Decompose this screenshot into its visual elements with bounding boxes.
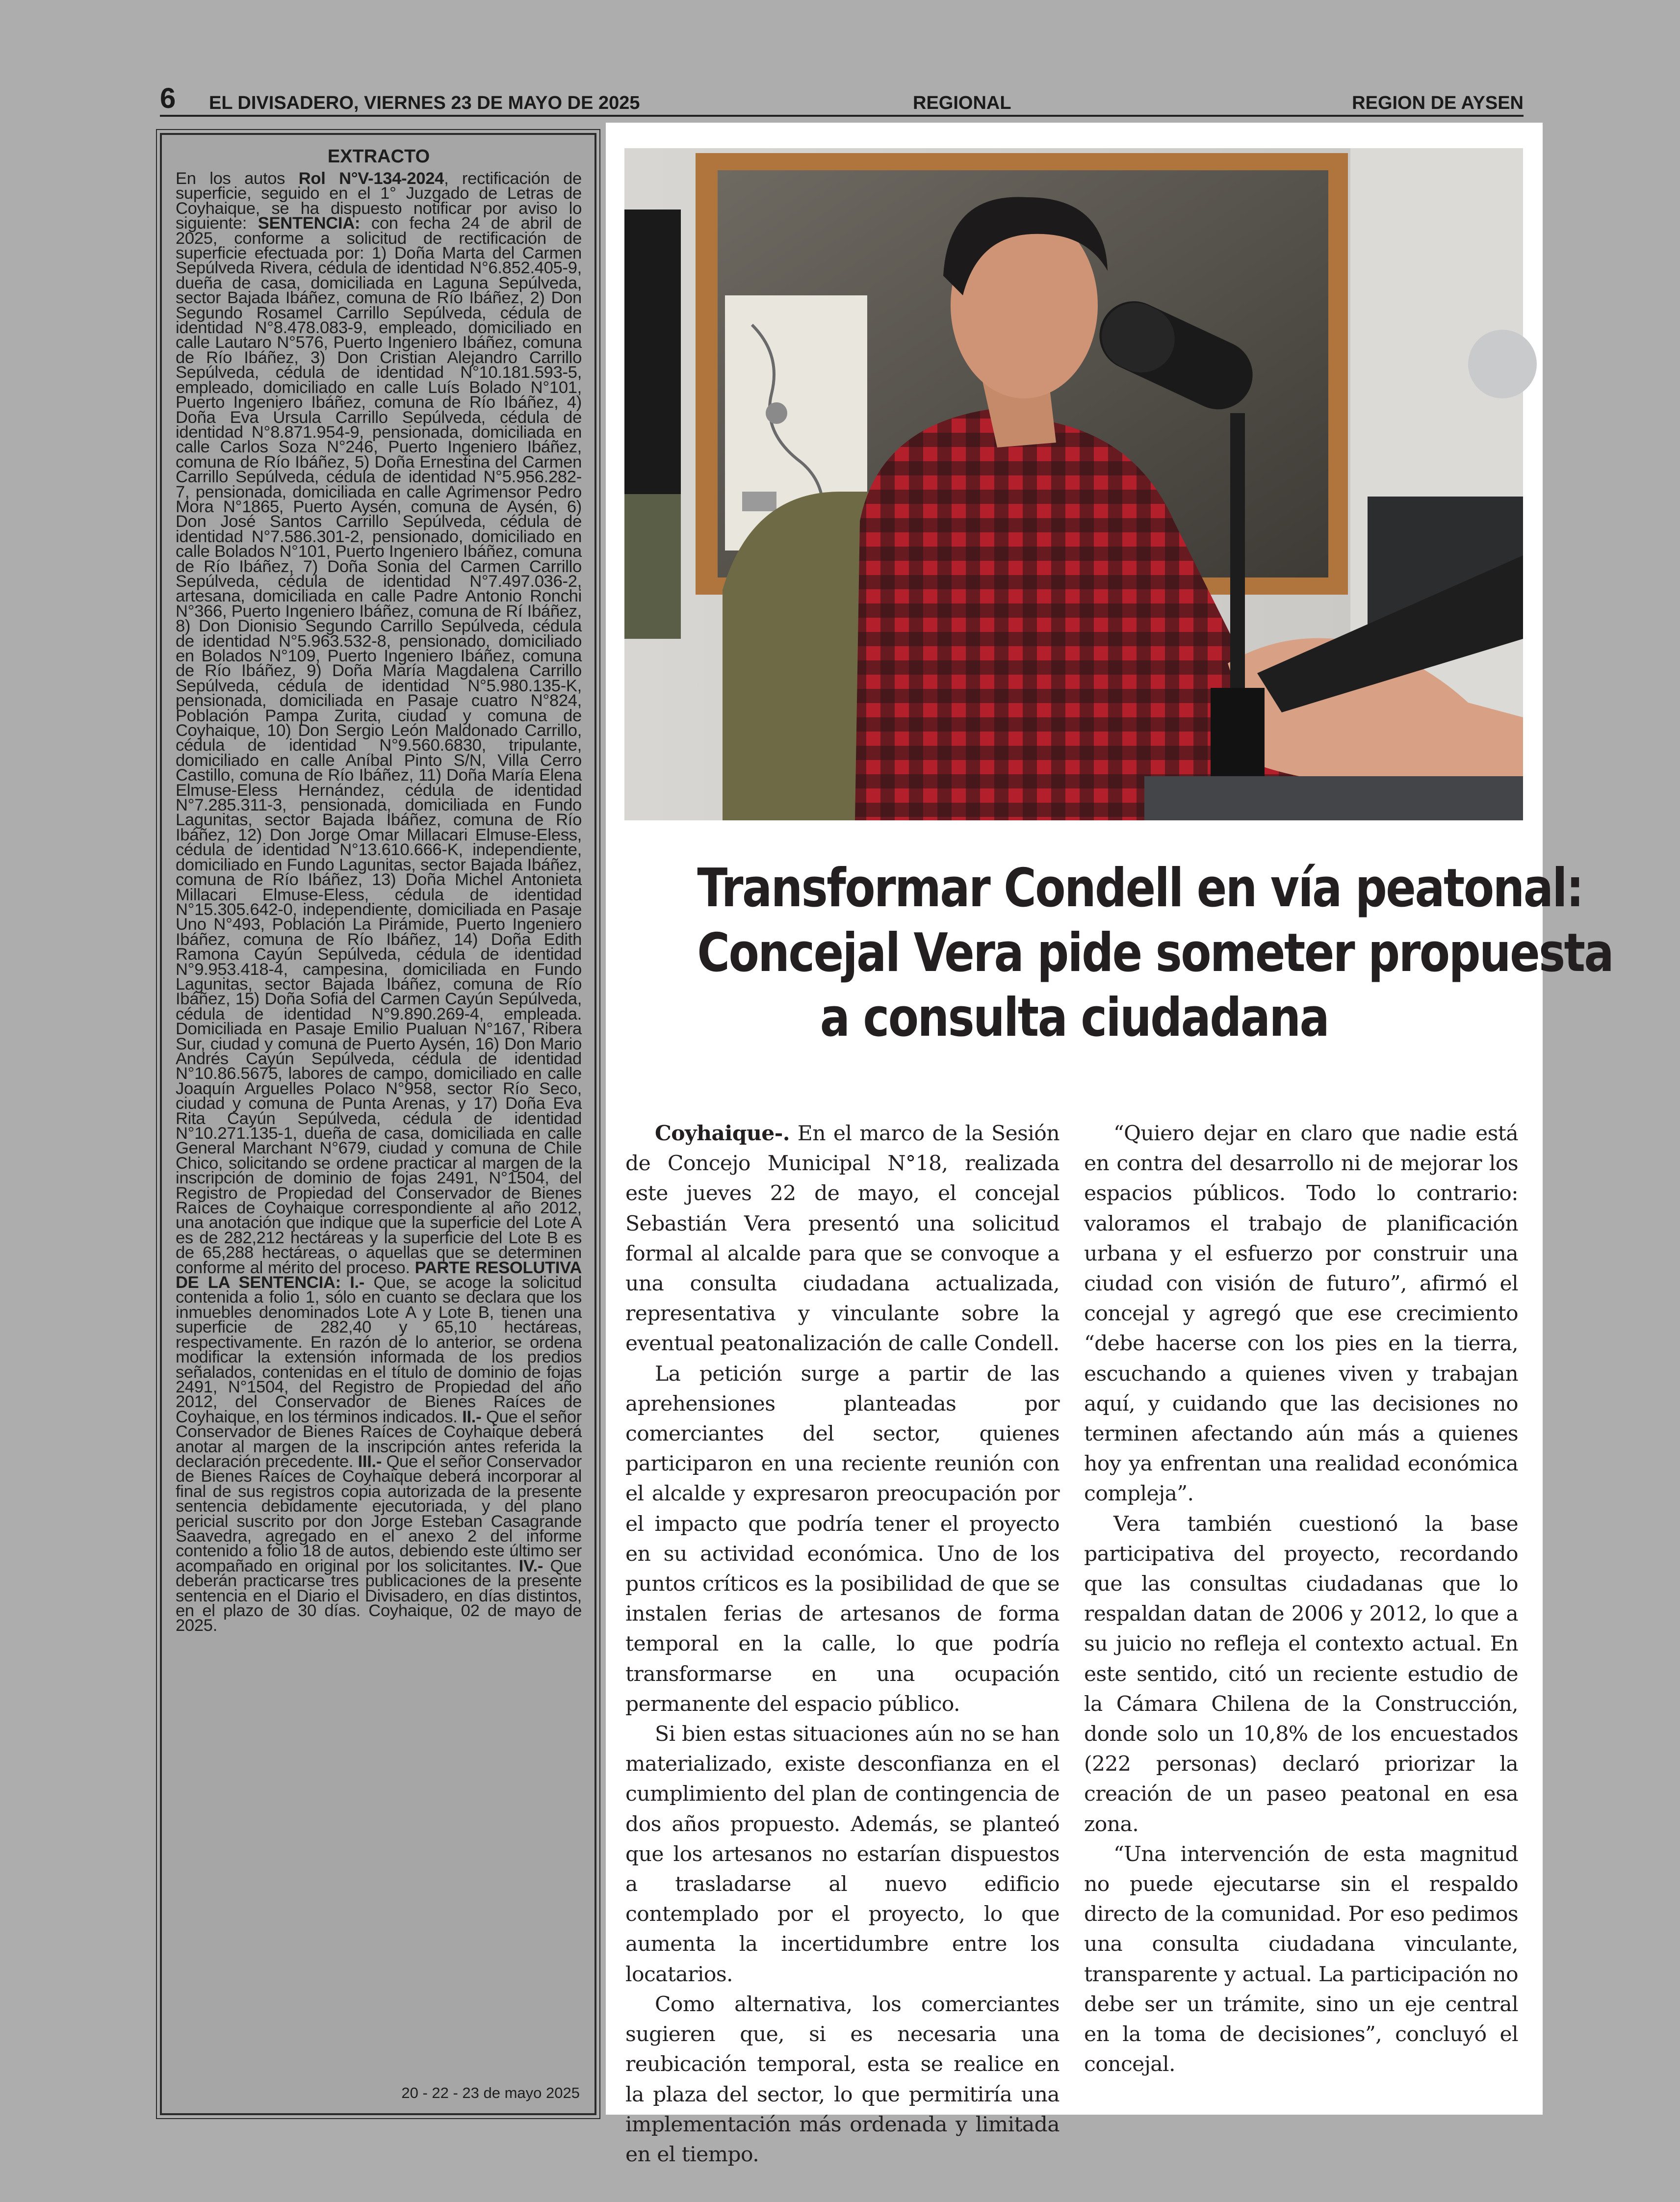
article-paragraph: Como alternativa, los comerciantes sugieren que, si es necesaria una reubicación temporal, esta se realice en la plaza del sector, lo que permitiría una implementación más ordenada y limitada en el tiempo. (625, 1992, 1060, 2167)
article-paragraph: Coyhaique-. En el marco de la Sesión de Concejo Municipal N°18, realizada este jueves 22 de mayo, el concejal Sebastián Vera presentó una solicitud formal al alcalde para que se convoque a una consulta ciudadana actualizada, representativa y vinculante sobre la eventual peatonalización de calle Condell. (625, 1121, 1060, 1356)
article-photo (624, 148, 1523, 820)
region-name: REGION DE AYSEN (1352, 93, 1524, 113)
article-paragraph: Vera también cuestionó la base participativa del proyecto, recordando que las consultas ciudadanas que lo respaldan datan de 2006 y 2012, lo que a su juicio no refleja el contexto actual. En este sentido, citó un reciente estudio de la Cámara Chilena de la Construcción, donde solo un 10,8% de los encuestados (222 personas) declaró priorizar la creación de un paseo peatonal en esa zona. (1084, 1512, 1518, 1836)
article-column-right (1084, 1119, 1518, 2095)
article-headline (697, 856, 1613, 1050)
legal-notice-text: En los autos Rol N°V-134-2024, rectificación de superficie, seguido en el 1° Juzgado de Letras de Coyhaique, se ha dispuesto notificar por aviso lo siguiente: SENTENCIA: con fecha 24 de abril de 2025, conforme a solicitud de rectificación de superficie efectuada por: 1) Doña Marta del Carmen Sepúlveda Rivera, cédula de identidad N°6.852.405-9, dueña de casa, domiciliada en Laguna Sepúlveda, sector Bajada Ibáñez, comuna de Río Ibáñez, 2) Don Segundo Rosamel Carrillo Sepúlveda, cédula de identidad N°8.478.083-9, empleado, domiciliado en calle Lautaro N°576, Puerto Ingeniero Ibáñez, comuna de Río Ibáñez, 3) Don Cristian Alejandro Carrillo Sepúlveda, cédula de identidad N°10.181.593-5, empleado, domiciliado en calle Luís Bolado N°101, Puerto Ingeniero Ibáñez, comuna de Río Ibáñez, 4) Doña Eva Úrsula Carrillo Sepúlveda, cédula de identidad N°8.871.954-9, pensionada, domiciliada en calle Carlos Soza N°246, Puerto Ingeniero Ibáñez, comuna de Río Ibáñez, 5) Doña Ernestina del Carmen Carrillo Sepúlveda, cédula de identidad N°5.956.282-7, pensionada, domiciliada en calle Agrimensor Pedro Mora N°1865, Puerto Aysén, comuna de Aysén, 6) Don José Santos Carrillo Sepúlveda, cédula de identidad N°7.586.301-2, pensionado, domiciliado en calle Bolados N°101, Puerto Ingeniero Ibáñez, comuna de Río Ibáñez, 7) Doña Sonia del Carmen Carrillo Sepúlveda, cédula de identidad N°7.497.036-2, artesana, domiciliada en calle Padre Antonio Ronchi N°366, Puerto Ingeniero Ibáñez, comuna de Rí Ibáñez, 8) Don Dionisio Segundo Carrillo Sepúlveda, cédula de identidad N°5.963.532-8, pensionado, domiciliado en Bolados N°109, Puerto Ingeniero Ibáñez, comuna de Río Ibáñez, 9) Doña María Magdalena Carrillo Sepúlveda, cédula de identidad N°5.980.135-K, pensionada, domiciliada en Pasaje cuatro N°824, Población Pampa Zurita, ciudad y comuna de Coyhaique, 10) Don Sergio León Maldonado Carrillo, cédula de identidad N°9.560.6830, tripulante, domiciliado en calle Aníbal Pinto S/N, Villa Cerro Castillo, comuna de Río Ibáñez, 11) Doña María Elena Elmuse-Eless Hernández, cédula de identidad N°7.285.311-3, pensionada, domiciliada en Fundo Lagunitas, sector Bajada Ibáñez, comuna de Río Ibáñez, 12) Don Jorge Omar Millacari Elmuse-Eless, cédula de identidad N°13.610.666-K, independiente, domiciliado en Fundo Lagunitas, sector Bajada Ibáñez, comuna de Río Ibáñez, 13) Doña Michel Antonieta Millacari Elmuse-Eless, cédula de identidad N°15.305.642-0, independiente, domiciliada en Pasaje Uno N°493, Población La Pirámide, Puerto Ingeniero Ibáñez, comuna de Río Ibáñez, 14) Doña Edith Ramona Cayún Sepúlveda, cédula de identidad N°9.953.418-4, campesina, domiciliada en Fundo Lagunitas, sector Bajada Ibáñez, comuna de Río Ibáñez, 15) Doña Sofia del Carmen Cayún Sepúlveda, cédula de identidad N°9.890.269-4, empleada. Domiciliada en Pasaje Emilio Pualuan N°167, Ribera Sur, ciudad y comuna de Puerto Aysén, 16) Don Mario Andrés Cayún Sepúlveda, cédula de identidad N°10.86.5675, labores de campo, domiciliado en calle Joaquín Arguelles Polaco N°958, sector Río Seco, ciudad y comuna de Punta Arenas, y 17) Doña Eva Rita Cayún Sepúlveda, cédula de identidad N°10.271.135-1, dueña de casa, domiciliada en calle General Marchant N°679, ciudad y comuna de Chile Chico, solicitando se ordene practicar al margen de la inscripción de dominio de fojas 2491, N°1504, del Registro de Propiedad del Conservador de Bienes Raíces de Coyhaique correspondiente al año 2012, una anotación que indique que la superficie del Lote A es de 282,212 hectáreas y la superficie del Lote B es de 65,288 hectáreas, o aquellas que se determinen conforme al mérito del proceso. PARTE RESOLUTIVA DE LA SENTENCIA: I.- Que, se acoge la solicitud contenida a folio 1, sólo en cuanto se declara que los inmuebles denominados Lote A y Lote B, tienen una superficie de 282,40 y 65,10 hectáreas, respectivamente. En razón de lo anterior, se ordena modificar la extensión informada de los predios señalados, contenidas en el título de dominio de fojas 2491, N°1504, del Registro de Propiedad del año 2012, del Conservador de Bienes Raíces de Coyhaique, en los términos indicados. II.- Que el señor Conservador de Bienes Raíces de Coyhaique deberá anotar al margen de la inscripción antes referida la declaración precedente. III.- Que el señor Conservador de Bienes Raíces de Coyhaique deberá incorporar al final de sus registros copia autorizada de la presente sentencia debidamente ejecutoriada, y del plano pericial suscrito por don Jorge Esteban Casagrande Saavedra, agregado en el anexo 2 del informe contenido a folio 18 de autos, debiendo este último ser acompañado en original por los solicitantes. IV.- Que deberán practicarse tres publicaciones de la presente sentencia en el Diario el Divisadero, en días distintos, en el plazo de 30 días. Coyhaique, 02 de mayo de 2025. (176, 169, 582, 1635)
headline-line-2: Concejal Vera pide someter propuesta (697, 922, 1613, 984)
article-paragraph: “Una intervención de esta magnitud no puede ejecutarse sin el respaldo directo de la comunidad. Por eso pedimos una consulta ciudadana vinculante, transparente y actual. La participación no debe ser un trámite, sino un eje central en la toma de decisiones”, concluyó el concejal. (1084, 1842, 1518, 2077)
article-column-left (625, 1119, 1060, 2167)
page-header (160, 84, 1524, 117)
publication-date: EL DIVISADERO, VIERNES 23 DE MAYO DE 2025 (209, 93, 640, 113)
page-number: 6 (160, 82, 176, 114)
legal-notice-publication-dates: 20 - 22 - 23 de mayo 2025 (401, 2084, 580, 2101)
headline-line-1: Transformar Condell en vía peatonal: (697, 858, 1583, 919)
section-name: REGIONAL (913, 93, 1011, 113)
legal-notice-title: EXTRACTO (327, 146, 430, 167)
article-paragraph: La petición surge a partir de las aprehensiones planteadas por comerciantes del sector, quienes participaron en una reciente reunión con el alcalde y expresaron preocupación por el impacto que podría tener el proyecto en su actividad económica. Uno de los puntos críticos es la posibilidad de que se instalen ferias de artesanos de forma temporal en la calle, lo que podría transformarse en una ocupación permanente del espacio público. (625, 1362, 1060, 1716)
article-panel (606, 123, 1613, 2167)
article-paragraph: Si bien estas situaciones aún no se han materializado, existe desconfianza en el cumplimiento del plan de contingencia de dos años propuesto. Además, se planteó que los artesanos no estarían dispuestos a trasladarse al nuevo edificio contemplado por el proyecto, lo que aumenta la incertidumbre entre los locatarios. (625, 1722, 1060, 1987)
legal-notice-box (160, 133, 596, 2115)
headline-line-3: a consulta ciudadana (820, 987, 1329, 1049)
article-paragraph: “Quiero dejar en claro que nadie está en contra del desarrollo ni de mejorar los espacios públicos. Todo lo contrario: valoramos el trabajo de planificación urbana y el esfuerzo por construir una ciudad con visión de futuro”, afirmó el concejal y agregó que ese crecimiento “debe hacerse con los pies en la tierra, escuchando a quienes viven y trabajan aquí, y cuidando que las decisiones no terminen afectando aún más a quienes hoy ya enfrentan una realidad económica compleja”. (1084, 1122, 1518, 1506)
article-dateline: Coyhaique-. (655, 1121, 790, 1146)
